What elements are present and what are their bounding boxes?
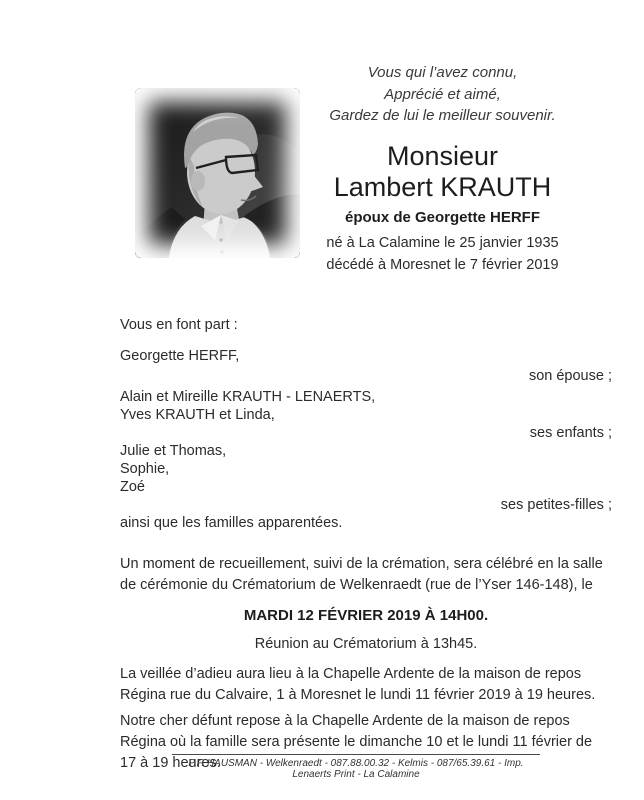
- repose-paragraph: Notre cher défunt repose à la Chapelle Ardente de la maison de repos Régina où la famille sera présente le dimanche 10 et le lundi 11 février de 17 à 19 heures.: [120, 713, 593, 771]
- header: [285, 62, 600, 276]
- family-member-name: Yves KRAUTH et Linda,: [120, 407, 275, 423]
- birth-line: né à La Calamine le 25 janvier 1935: [326, 234, 559, 251]
- family-member-name: Sophie,: [120, 461, 170, 477]
- family-member-name: Georgette HERFF,: [120, 348, 240, 364]
- family-member-name: Alain et Mireille KRAUTH - LENAERTS,: [120, 389, 376, 405]
- family-member-name: Zoé: [120, 479, 145, 495]
- relation-label-spouse: son épouse ;: [528, 368, 612, 384]
- memorial-quote-line-1: Vous qui l’avez connu,: [367, 64, 518, 81]
- ceremony-details: [120, 554, 612, 774]
- announcement-intro: Vous en font part :: [120, 317, 238, 333]
- family-member-name: Julie et Thomas,: [120, 443, 227, 459]
- portrait-photo: [135, 88, 300, 258]
- announcement-closing: ainsi que les familles apparentées.: [120, 515, 343, 531]
- meeting-info: Réunion au Crématorium à 13h45.: [254, 636, 478, 652]
- memorial-quote-line-2: Apprécié et aimé,: [384, 85, 501, 103]
- ceremony-date: MARDI 12 FÉVRIER 2019 À 14H00.: [243, 607, 489, 624]
- relation-label-children: ses enfants ;: [529, 425, 612, 441]
- family-announcement: [120, 316, 612, 532]
- deceased-name: Lambert KRAUTH: [333, 171, 552, 202]
- funeral-home-footer: P.F. HAUSMAN - Welkenraedt - 087.88.00.32 - Kelmis - 087/65.39.61 - Imp. Lenaerts Print - La Calamine: [172, 754, 540, 780]
- vigil-paragraph: La veillée d’adieu aura lieu à la Chapelle Ardente de la maison de repos Régina rue du Calvaire, 1 à Moresnet le lundi 11 février 2019 à 19 heures.: [120, 666, 596, 703]
- death-line: décédé à Moresnet le 7 février 2019: [326, 256, 559, 273]
- relation-label-granddaughters: ses petites-filles ;: [500, 497, 612, 513]
- portrait-image: [135, 88, 300, 258]
- cremation-paragraph: Un moment de recueillement, suivi de la crémation, sera célébré en la salle de cérémonie du Crématorium de Welkenraedt (rue de l’Yser 146-148), le: [120, 556, 603, 593]
- deceased-title-monsieur: Monsieur: [386, 140, 499, 171]
- spouse-line: époux de Georgette HERFF: [344, 208, 541, 226]
- memorial-quote-line-3: Gardez de lui le meilleur souvenir.: [329, 107, 556, 124]
